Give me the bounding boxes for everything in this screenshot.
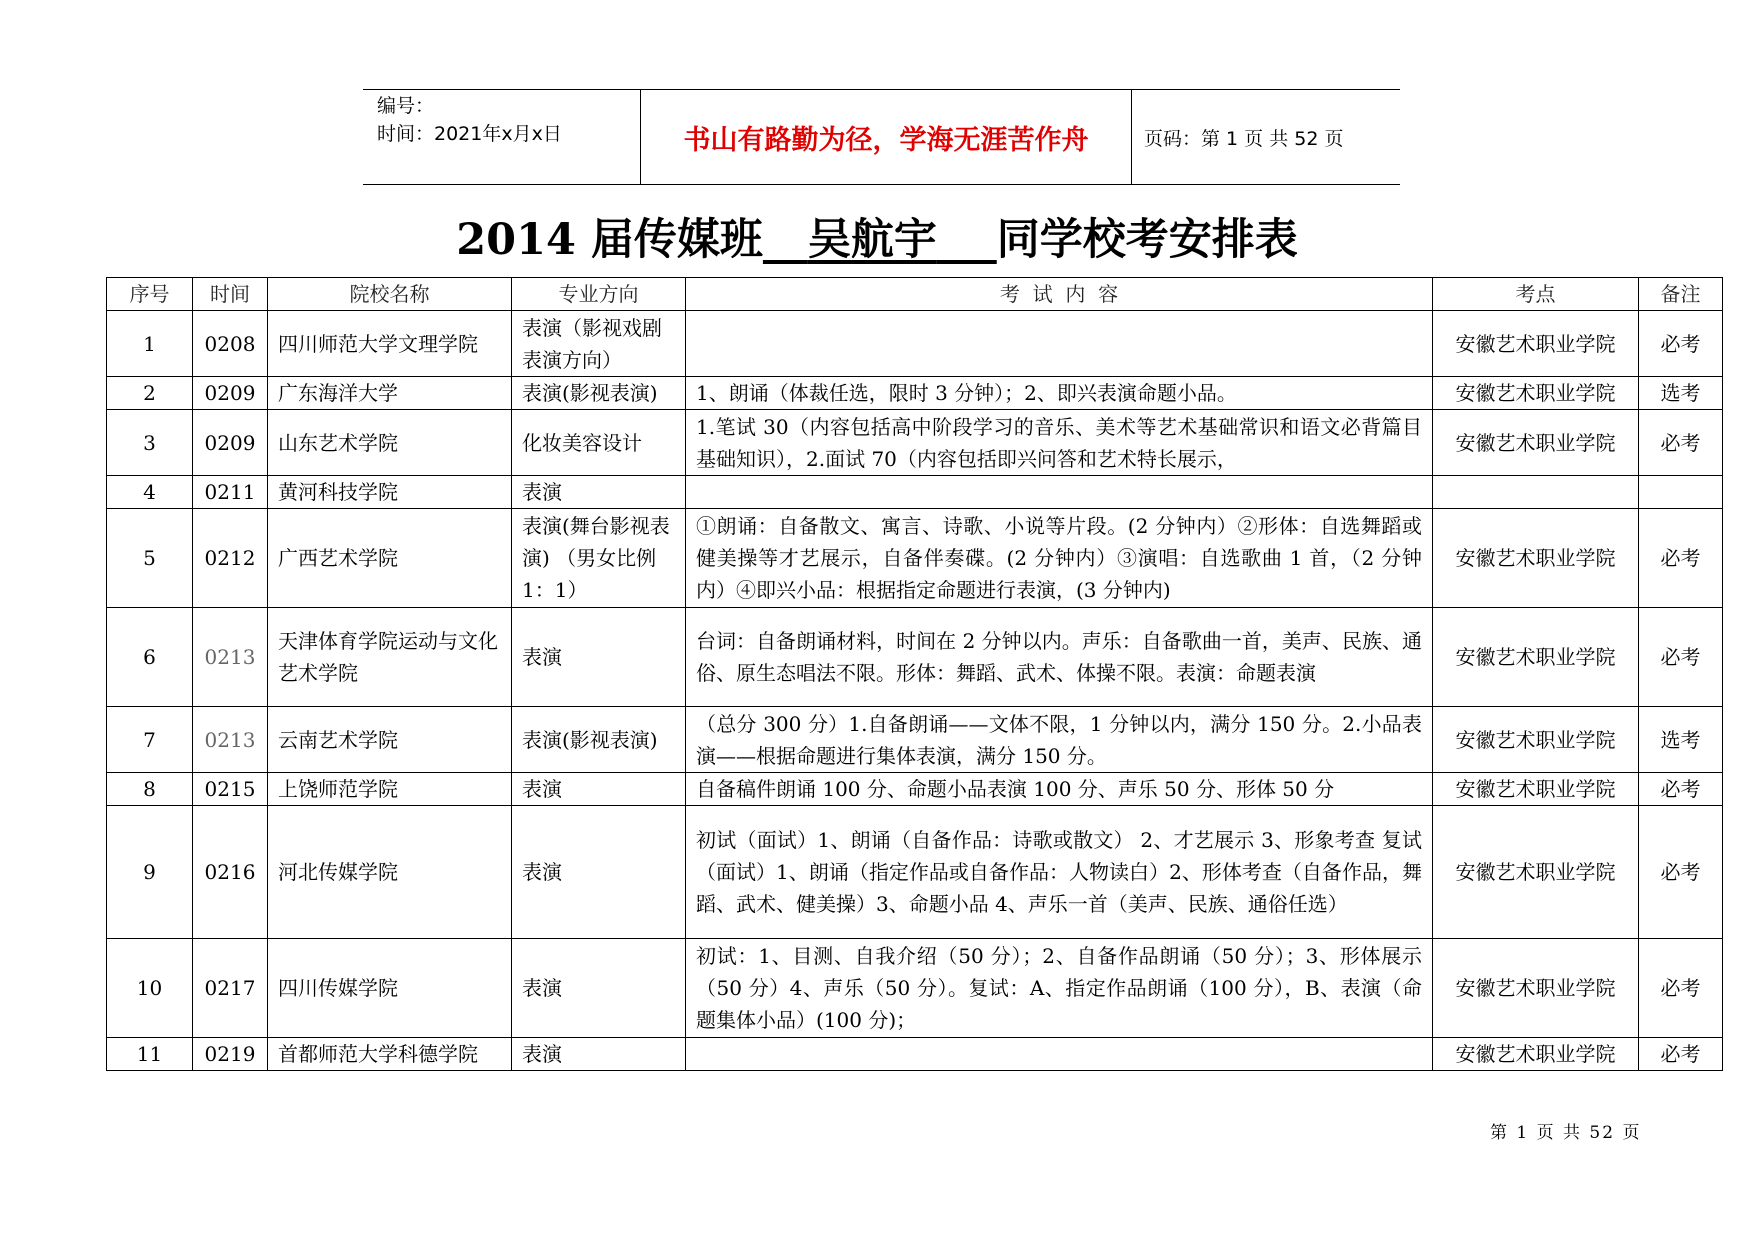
document-header bbox=[363, 89, 1400, 185]
row-school: 四川传媒学院 bbox=[268, 939, 512, 1038]
row-site: 安徽艺术职业学院 bbox=[1433, 939, 1639, 1038]
header-site: 考点 bbox=[1433, 278, 1639, 311]
row-major: 化妆美容设计 bbox=[512, 410, 686, 476]
row-content: ①朗诵：自备散文、寓言、诗歌、小说等片段。(2 分钟内）②形体：自选舞蹈或健美操等才艺展示，自备伴奏碟。(2 分钟内）③演唱：自选歌曲 1 首，（2 分钟内）④即兴小品：根据指定命题进行表演，(3 分钟内) bbox=[686, 509, 1433, 608]
row-content: 1、朗诵（体裁任选，限时 3 分钟）；2、即兴表演命题小品。 bbox=[686, 377, 1433, 410]
row-no: 3 bbox=[107, 410, 193, 476]
row-site: 安徽艺术职业学院 bbox=[1433, 608, 1639, 707]
page-footer: 第 1 页 共 52 页 bbox=[1490, 1123, 1642, 1143]
row-major: 表演 bbox=[512, 1038, 686, 1071]
row-no: 10 bbox=[107, 939, 193, 1038]
row-no: 5 bbox=[107, 509, 193, 608]
code-label: 编号： bbox=[377, 95, 435, 117]
row-time: 0219 bbox=[193, 1038, 268, 1071]
table-row bbox=[107, 939, 1723, 1038]
row-content: 自备稿件朗诵 100 分、命题小品表演 100 分、声乐 50 分、形体 50 分 bbox=[686, 773, 1433, 806]
row-major: 表演 bbox=[512, 773, 686, 806]
row-school: 山东艺术学院 bbox=[268, 410, 512, 476]
row-school: 广东海洋大学 bbox=[268, 377, 512, 410]
header-note: 备注 bbox=[1639, 278, 1723, 311]
row-note: 必考 bbox=[1639, 608, 1723, 707]
table-row bbox=[107, 773, 1723, 806]
row-time: 0216 bbox=[193, 806, 268, 939]
row-content: 初试（面试）1、朗诵（自备作品：诗歌或散文） 2、才艺展示 3、形象考查 复试（面试）1、朗诵（指定作品或自备作品：人物读白）2、形体考查（自备作品，舞蹈、武术、健美操）3、命题小品 4、声乐一首（美声、民族、通俗任选） bbox=[686, 806, 1433, 939]
row-note: 选考 bbox=[1639, 707, 1723, 773]
row-no: 11 bbox=[107, 1038, 193, 1071]
table-row bbox=[107, 311, 1723, 377]
table-row bbox=[107, 1038, 1723, 1071]
page-number-label: 页码：第 1 页 共 52 页 bbox=[1144, 127, 1344, 150]
title-underline-left bbox=[763, 215, 808, 265]
row-content: 台词：自备朗诵材料，时间在 2 分钟以内。声乐：自备歌曲一首，美声、民族、通俗、原生态唱法不限。形体：舞蹈、武术、体操不限。表演：命题表演 bbox=[686, 608, 1433, 707]
row-time: 0217 bbox=[193, 939, 268, 1038]
row-major: 表演 bbox=[512, 476, 686, 509]
header-time: 时间 bbox=[193, 278, 268, 311]
row-site: 安徽艺术职业学院 bbox=[1433, 311, 1639, 377]
row-time: 0212 bbox=[193, 509, 268, 608]
row-major: 表演 bbox=[512, 608, 686, 707]
row-major: 表演 bbox=[512, 806, 686, 939]
row-time: 0213 bbox=[193, 608, 268, 707]
row-school: 四川师范大学文理学院 bbox=[268, 311, 512, 377]
row-content: 1.笔试 30（内容包括高中阶段学习的音乐、美术等艺术基础常识和语文必背篇目基础知识），2.面试 70（内容包括即兴问答和艺术特长展示， bbox=[686, 410, 1433, 476]
table-row bbox=[107, 410, 1723, 476]
title-suffix: 同学校考安排表 bbox=[996, 215, 1298, 265]
row-note: 必考 bbox=[1639, 311, 1723, 377]
table-header-row bbox=[107, 278, 1723, 311]
row-note: 必考 bbox=[1639, 939, 1723, 1038]
row-no: 8 bbox=[107, 773, 193, 806]
header-page bbox=[1132, 90, 1400, 184]
header-major: 专业方向 bbox=[512, 278, 686, 311]
row-no: 2 bbox=[107, 377, 193, 410]
student-name: 吴航宇 bbox=[807, 215, 937, 265]
row-time: 0208 bbox=[193, 311, 268, 377]
table-row bbox=[107, 476, 1723, 509]
row-note bbox=[1639, 476, 1723, 509]
row-note: 必考 bbox=[1639, 410, 1723, 476]
title-underline-right bbox=[937, 215, 997, 265]
row-note: 必考 bbox=[1639, 773, 1723, 806]
header-motto bbox=[641, 90, 1132, 184]
row-school: 天津体育学院运动与文化艺术学院 bbox=[268, 608, 512, 707]
row-major: 表演(影视表演) bbox=[512, 707, 686, 773]
row-content bbox=[686, 476, 1433, 509]
row-time: 0211 bbox=[193, 476, 268, 509]
row-site: 安徽艺术职业学院 bbox=[1433, 773, 1639, 806]
header-meta bbox=[363, 90, 641, 184]
header-no: 序号 bbox=[107, 278, 193, 311]
row-content: 初试：1、目测、自我介绍（50 分）；2、自备作品朗诵（50 分）；3、形体展示（50 分）4、声乐（50 分）。复试：A、指定作品朗诵（100 分），B、表演（命题集体小品）(100 分)； bbox=[686, 939, 1433, 1038]
table-row bbox=[107, 377, 1723, 410]
table-row bbox=[107, 806, 1723, 939]
row-site bbox=[1433, 476, 1639, 509]
row-school: 河北传媒学院 bbox=[268, 806, 512, 939]
header-school: 院校名称 bbox=[268, 278, 512, 311]
row-content bbox=[686, 311, 1433, 377]
row-content: （总分 300 分）1.自备朗诵——文体不限，1 分钟以内，满分 150 分。2.小品表演——根据命题进行集体表演，满分 150 分。 bbox=[686, 707, 1433, 773]
page-title bbox=[0, 212, 1754, 268]
table-row bbox=[107, 509, 1723, 608]
row-school: 黄河科技学院 bbox=[268, 476, 512, 509]
row-no: 4 bbox=[107, 476, 193, 509]
time-label: 时间：2021年x月x日 bbox=[377, 123, 562, 145]
row-time: 0215 bbox=[193, 773, 268, 806]
row-no: 9 bbox=[107, 806, 193, 939]
row-no: 7 bbox=[107, 707, 193, 773]
row-school: 云南艺术学院 bbox=[268, 707, 512, 773]
row-note: 必考 bbox=[1639, 1038, 1723, 1071]
row-major: 表演（影视戏剧表演方向） bbox=[512, 311, 686, 377]
table-row bbox=[107, 707, 1723, 773]
exam-schedule-table bbox=[106, 277, 1723, 1071]
row-site: 安徽艺术职业学院 bbox=[1433, 410, 1639, 476]
row-time: 0209 bbox=[193, 377, 268, 410]
row-note: 选考 bbox=[1639, 377, 1723, 410]
row-school: 上饶师范学院 bbox=[268, 773, 512, 806]
row-major: 表演(影视表演) bbox=[512, 377, 686, 410]
title-prefix: 2014 届传媒班 bbox=[456, 215, 763, 265]
row-time: 0209 bbox=[193, 410, 268, 476]
row-content bbox=[686, 1038, 1433, 1071]
row-school: 首都师范大学科德学院 bbox=[268, 1038, 512, 1071]
row-school: 广西艺术学院 bbox=[268, 509, 512, 608]
row-site: 安徽艺术职业学院 bbox=[1433, 377, 1639, 410]
row-major: 表演(舞台影视表演) （男女比例 1：1） bbox=[512, 509, 686, 608]
row-major: 表演 bbox=[512, 939, 686, 1038]
row-no: 6 bbox=[107, 608, 193, 707]
row-note: 必考 bbox=[1639, 509, 1723, 608]
row-site: 安徽艺术职业学院 bbox=[1433, 509, 1639, 608]
motto-text: 书山有路勤为径，学海无涯苦作舟 bbox=[683, 124, 1089, 156]
table-row bbox=[107, 608, 1723, 707]
row-site: 安徽艺术职业学院 bbox=[1433, 806, 1639, 939]
row-time: 0213 bbox=[193, 707, 268, 773]
row-site: 安徽艺术职业学院 bbox=[1433, 707, 1639, 773]
header-content: 考 试 内 容 bbox=[686, 278, 1433, 311]
row-site: 安徽艺术职业学院 bbox=[1433, 1038, 1639, 1071]
row-no: 1 bbox=[107, 311, 193, 377]
row-note: 必考 bbox=[1639, 806, 1723, 939]
